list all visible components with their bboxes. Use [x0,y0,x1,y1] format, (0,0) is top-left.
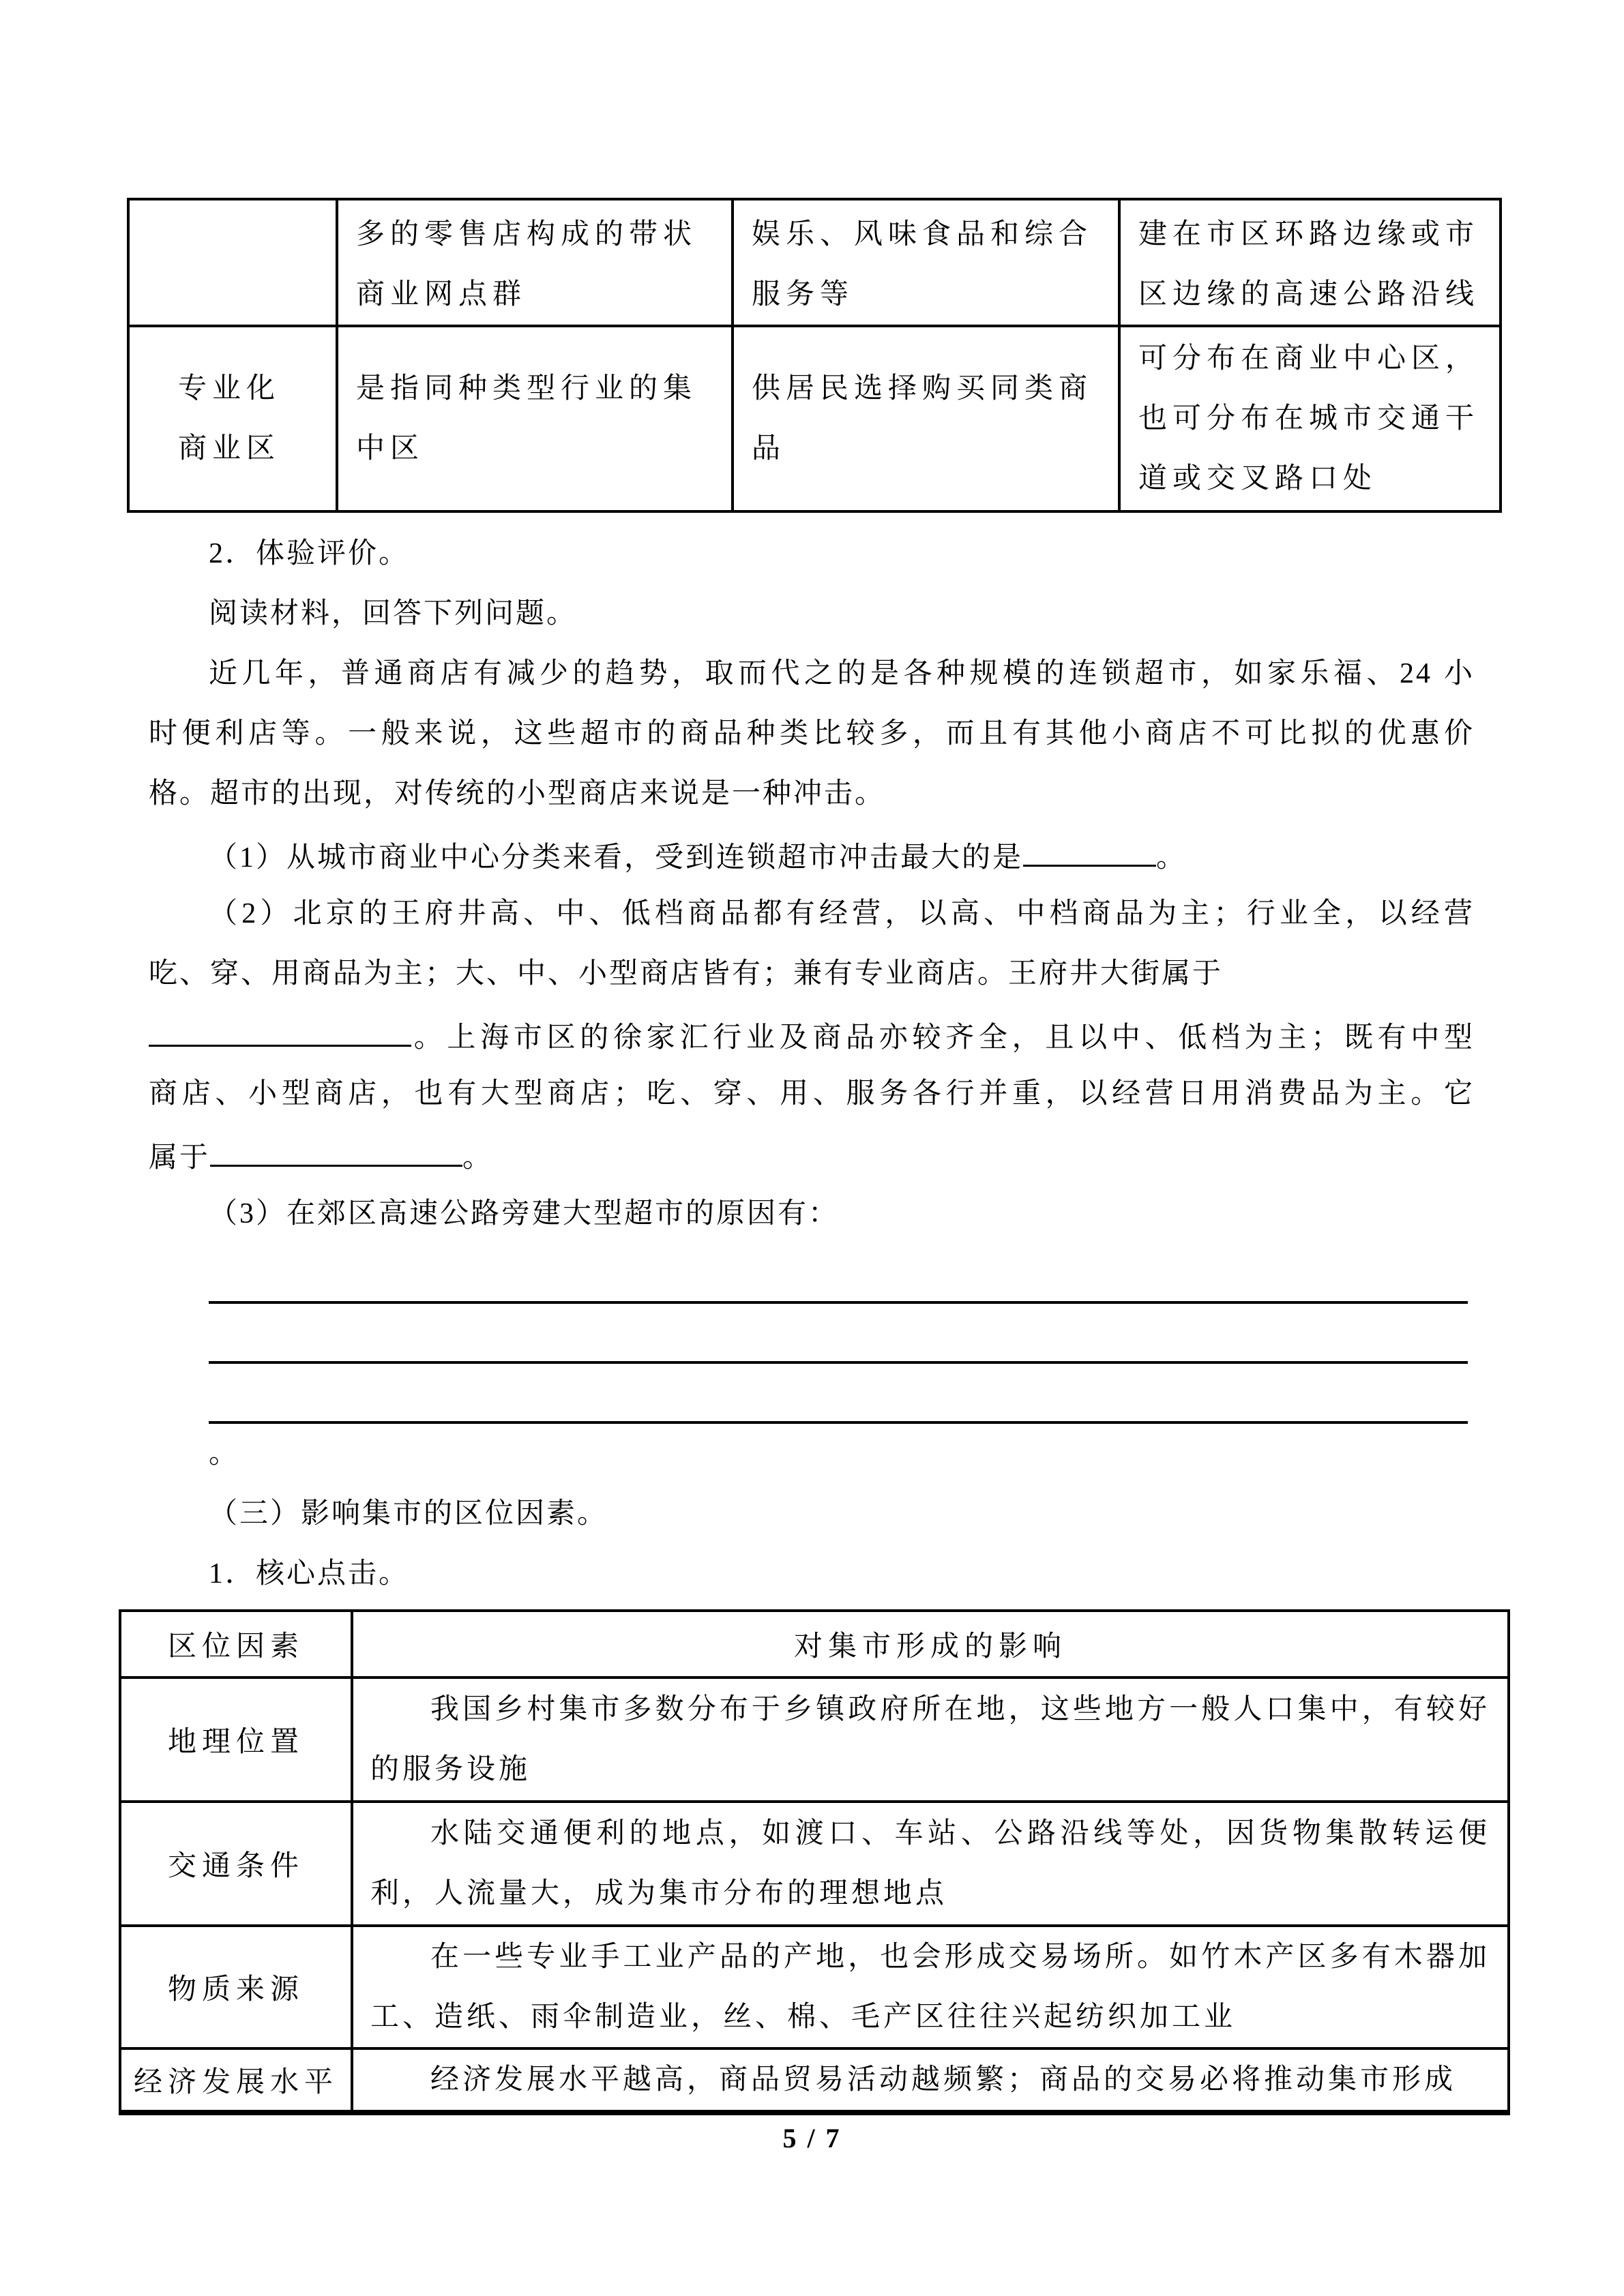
answer-line [209,1364,1468,1424]
text-segment: 商店、小型商店，也有大型商店；吃、穿、用、服务各行并重，以经营日用消费品为主。它 [149,1078,1475,1109]
text-line [149,764,1475,824]
impact-column-header: 对集市形成的影响 [352,1611,1509,1678]
text-line [149,1064,1475,1124]
answer-line [209,1244,1468,1304]
table-row [128,199,1501,326]
text-segment: 。 [209,1438,240,1470]
factor-label-cell: 物质来源 [120,1926,352,2048]
table-cell: 多的零售店构成的带状商业网点群 [337,199,733,326]
table-cell: 娱乐、风味食品和综合服务等 [733,199,1119,326]
type-name-label: 专业化商业区 [178,373,281,464]
text-line [149,1484,1475,1544]
blank-underline [149,1004,411,1047]
text-segment: 近几年，普通商店有减少的趋势，取而代之的是各种规模的连锁超市，如家乐福、24 小 [209,658,1475,689]
text-line [149,1124,1475,1184]
text-segment: 。 [462,1142,494,1174]
table-header-row [120,1611,1509,1678]
text-line [149,1004,1475,1064]
table-cell: 供居民选择购买同类商品 [733,326,1119,511]
text-line [149,824,1475,884]
text-segment: （1）从城市商业中心分类来看，受到连锁超市冲击最大的是 [209,842,1024,874]
table-cell: 可分布在商业中心区，也可分布在城市交通干道或交叉路口处 [1119,326,1501,511]
page-number: 5 / 7 [782,2123,842,2153]
business-district-type-table-body [128,199,1501,511]
text-segment: 属于 [149,1142,211,1174]
text-segment: （2）北京的王府井高、中、低档商品都有经营，以高、中档商品为主；行业全，以经营 [209,898,1475,929]
table-row [128,326,1501,511]
text-line [149,1544,1475,1604]
table-row [120,1802,1509,1926]
business-district-type-table [127,198,1502,513]
location-factors-table [119,1609,1510,2115]
text-segment: 2．体验评价。 [209,538,410,569]
text-segment: 阅读材料，回答下列问题。 [209,598,578,629]
text-line [149,1184,1475,1244]
text-segment: 吃、穿、用商品为主；大、中、小型商店皆有；兼有专业商店。王府井大街属于 [149,958,1224,989]
impact-text-cell: 在一些专业手工业产品的产地，也会形成交易场所。如竹木产区多有木器加工、造纸、雨伞制造业，丝、棉、毛产区往往兴起纺织加工业 [352,1926,1509,2048]
impact-text-cell: 我国乡村集市多数分布于乡镇政府所在地，这些地方一般人口集中，有较好的服务设施 [352,1678,1509,1802]
factor-label-cell: 地理位置 [120,1678,352,1802]
text-segment: 格。超市的出现，对传统的小型商店来说是一种冲击。 [149,778,886,809]
text-segment: 。 [1156,842,1187,874]
text-line [149,1424,1475,1484]
text-segment: 。上海市区的徐家汇行业及商品亦较齐全，且以中、低档为主；既有中型 [411,1022,1475,1054]
table-row [120,1926,1509,2048]
text-line [149,944,1475,1004]
text-line [149,644,1475,704]
table-cell: 建在市区环路边缘或市区边缘的高速公路沿线 [1119,199,1501,326]
impact-text-cell: 水陆交通便利的地点，如渡口、车站、公路沿线等处，因货物集散转运便利，人流量大，成为集市分布的理想地点 [352,1802,1509,1926]
text-line [149,524,1475,584]
answer-line [209,1304,1468,1364]
table-cell: 是指同种类型行业的集中区 [337,326,733,511]
factor-column-header: 区位因素 [120,1611,352,1678]
text-line [149,584,1475,644]
location-factors-table-body [120,1611,1509,2113]
factor-label-cell: 经济发展水平 [120,2048,352,2113]
body-block [149,524,1475,1604]
text-line [149,704,1475,764]
table-row [120,1678,1509,1802]
text-line [149,884,1475,944]
text-segment: 1．核心点击。 [209,1558,410,1590]
blank-underline [210,1124,462,1167]
factor-label-cell: 交通条件 [120,1802,352,1926]
text-segment: （3）在郊区高速公路旁建大型超市的原因有： [209,1198,840,1229]
impact-text-cell: 经济发展水平越高，商品贸易活动越频繁；商品的交易必将推动集市形成 [352,2048,1509,2113]
type-name-cell [128,199,337,326]
blank-underline [1023,824,1156,867]
type-name-cell [128,326,337,511]
table-row [120,2048,1509,2113]
text-segment: （三）影响集市的区位因素。 [209,1498,608,1530]
text-segment: 时便利店等。一般来说，这些超市的商品种类比较多，而且有其他小商店不可比拟的优惠价 [149,718,1475,749]
